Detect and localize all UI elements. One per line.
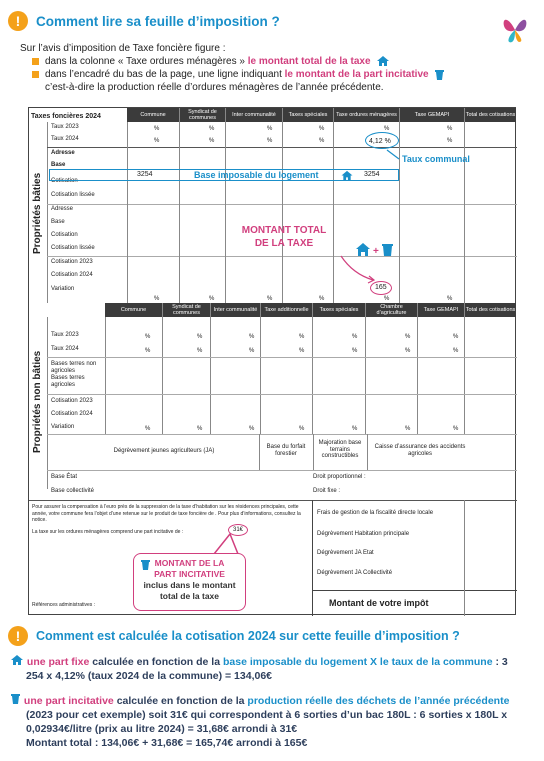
bullet-square-icon [32,58,39,65]
degrev-ja-coll-label: Dégrèvement JA Collectivité [317,570,393,576]
pct-cell: % [145,348,151,354]
row-label: Cotisation 2024 [51,411,93,417]
row-label: Base État [51,474,78,480]
degrev-ja-label: Dégrèvement jeunes agriculteurs (JA) [113,448,215,454]
taux-communal-label: Taux communal [402,154,470,164]
pct-cell: % [447,296,453,302]
pct-cell: % [405,334,411,340]
part-label: une part fixe [26,656,90,668]
pct-cell: % [209,296,215,302]
pct-cell: % [267,138,273,144]
taux-om-2024: 4,12 % [369,138,391,145]
part-incitative-value: 31€ [233,527,244,533]
intro-bullet-1 [20,55,510,68]
row-label: Taux 2023 [51,124,79,130]
pct-cell: % [319,138,325,144]
row-label: Cotisation [51,232,78,238]
pct-cell: % [267,296,273,302]
calc-highlight: base imposable du logement X le taux de la commune [222,656,493,668]
section-label-nonbati: Propriétés non bâties [32,350,43,453]
pct-cell: % [249,426,255,432]
pct-cell: % [299,426,305,432]
col-header: Taxe additionnelle [260,303,312,317]
col-header: Chambre d’agriculture [365,303,417,317]
callout-line: MONTANT DE LA [154,558,225,568]
bullet-text: dans la colonne « Taxe ordures ménagères » [45,56,245,67]
pct-cell: % [453,334,459,340]
col-header: Taxe GEMAPI [417,303,464,317]
row-label: Bases terres non agricoles [51,361,97,374]
row-label: Base [51,162,66,168]
base-value-om: 3254 [364,171,380,178]
row-label: Cotisation 2023 [51,398,93,404]
house-icon [376,55,390,67]
cotisation-om-2024: 165 [375,284,387,291]
montant-impot-label: Montant de votre impôt [329,598,429,608]
part-label: une part incitative [23,695,114,707]
pct-cell: % [319,296,325,302]
droit-fixe: Droit fixe : [313,488,341,494]
pct-cell: % [197,348,203,354]
droit-prop: Droit proportionnel : [313,474,366,480]
calc-total: Montant total : 134,06€ + 31,68€ = 165,74€ arrondi à 165€ [26,737,308,749]
calc-text: : 3 254 x 4,12% (taux 2024 de la commune) = 134,06€ [26,656,508,682]
col-header: Commune [127,108,179,122]
pct-cell: % [299,348,305,354]
col-header: Syndicat de communes [162,303,210,317]
section-header-2 [8,625,460,647]
col-header: Commune [105,303,162,317]
row-label: Taux 2024 [51,346,79,352]
row-label: Cotisation lissée [51,192,95,198]
svg-text:+: + [373,246,379,257]
callout-line: total de la taxe [159,591,220,601]
section-title: Comment est calculée la cotisation 2024 sur cette feuille d’imposition ? [36,629,460,643]
pct-cell: % [299,334,305,340]
frais-label: Frais de gestion de la fiscalité directe locale [317,510,434,516]
bullet-highlight: le montant de la part incitative [284,69,429,81]
col-header: Syndicat de communes [179,108,225,122]
footnote: Pour assurer la compensation à l’euro près de la suppression de la taxe d’habitation sur les résidences principales, cette année, votre commune fera l’objet d’une retenue sur le produit de taxe foncière de . Pour plus d’informations, consultez la notice. [32,504,301,523]
row-label: Cotisation 2024 [51,272,93,278]
trash-bin-icon [434,68,445,81]
pct-cell: % [209,126,215,132]
row-label: Cotisation 2023 [51,259,93,265]
col-header: Taxe ordures ménagères [333,108,399,122]
callout-line: inclus dans le montant [143,580,236,590]
section-label-bati: Propriétés bâties [32,172,43,254]
row-label: Base [51,219,65,225]
col-header: Inter communalité [210,303,260,317]
pct-cell: % [154,296,160,302]
pct-cell: % [154,138,160,144]
bullet-highlight: le montant total de la taxe [247,56,371,67]
bullet-text: dans l’encadré du bas de la page, une ligne indiquant [45,69,282,81]
row-label: Adresse [51,206,74,212]
bullet-text: c’est-à-dire la production réelle d’ordures ménagères de l’année précédente. [45,82,384,94]
calc-text: (2023 pour cet exemple) soit 31€ qui correspondent à 6 sorties d’un bac 180L : 6 sorties x 180L x 0,02934€/litre (prix au litre 2024) = 31,68€ arrondi à 31€ [26,709,508,735]
row-label: Taux 2023 [51,332,79,338]
pct-cell: % [154,126,160,132]
calc-part-incitative [23,692,526,750]
ref-admin: Références administratives : [32,602,96,608]
row-label: Adresse [51,150,75,156]
pct-cell: % [319,126,325,132]
base-imposable-label: Base imposable du logement [194,170,319,180]
section-title: Comment lire sa feuille d’imposition ? [36,13,280,29]
calc-part-fixe [26,654,526,683]
row-label: Variation [51,424,75,430]
pct-cell: % [267,126,273,132]
arrow-icon [339,254,379,286]
pct-cell: % [453,348,459,354]
col-header: Total des cotisations [464,303,516,317]
pct-cell: % [197,426,203,432]
col-header: Taxes spéciales [312,303,365,317]
majoration-label: Majoration base terrains constructibles [318,440,362,459]
section-header-1 [8,10,280,32]
row-label: Bases terres agricoles [51,375,85,388]
form-title: Taxes foncières 2024 [31,112,101,120]
calc-text: calculée en fonction de la [89,656,223,668]
montant-total-label [229,224,339,250]
calc-text: calculée en fonction de la [113,695,248,707]
intro-bullet-2 [20,68,510,94]
exclamation-icon: ! [8,626,28,646]
tax-form [28,107,516,615]
trash-bin-icon [140,558,151,571]
calc-highlight: production réelle des déchets de l’année précédente [247,695,510,707]
footnote-part-incitative: La taxe sur les ordures ménagères comprend une part incitative de : [32,529,184,535]
pct-cell: % [249,348,255,354]
pct-cell: % [249,334,255,340]
row-label: Base collectivité [51,488,95,494]
pct-cell: % [352,426,358,432]
row-label: Taux 2024 [51,136,79,142]
house-icon [10,654,24,666]
pct-cell: % [405,426,411,432]
bullet-square-icon [32,71,39,78]
col-header: Inter communalité [225,108,282,122]
pct-cell: % [447,126,453,132]
exclamation-icon: ! [8,11,28,31]
callout-line: PART INCITATIVE [154,569,225,579]
row-label: Cotisation lissée [51,245,95,251]
col-header: Taxes spéciales [282,108,333,122]
pct-cell: % [405,348,411,354]
degrev-ja-etat-label: Dégrèvement JA Etat [317,550,374,556]
pct-cell: % [145,426,151,432]
intro-block [20,42,510,94]
pct-cell: % [352,334,358,340]
base-forfait-label: Base du forfait forestier [266,444,306,457]
degrev-hp-label: Dégrèvement Habitation principale [317,531,410,537]
row-label: Variation [51,286,75,292]
pct-cell: % [197,334,203,340]
caisse-label: Caisse d’assurance des accidents agricoles [374,444,466,457]
annot-line: MONTANT TOTAL [241,225,327,236]
col-header: Taxe GEMAPI [399,108,464,122]
pct-cell: % [352,348,358,354]
col-header: Total des cotisations [464,108,516,122]
intro-line: Sur l’avis d’imposition de Taxe foncière figure : [20,43,226,54]
trash-bin-icon [10,692,21,705]
pct-cell: % [145,334,151,340]
annot-line: DE LA TAXE [254,238,314,249]
row-label: Cotisation [51,178,78,184]
pct-cell: % [453,426,459,432]
base-value: 3254 [137,171,153,178]
pct-cell: % [209,138,215,144]
house-icon [340,170,354,181]
pct-cell: % [384,126,390,132]
pct-cell: % [447,138,453,144]
pct-cell: % [384,296,390,302]
